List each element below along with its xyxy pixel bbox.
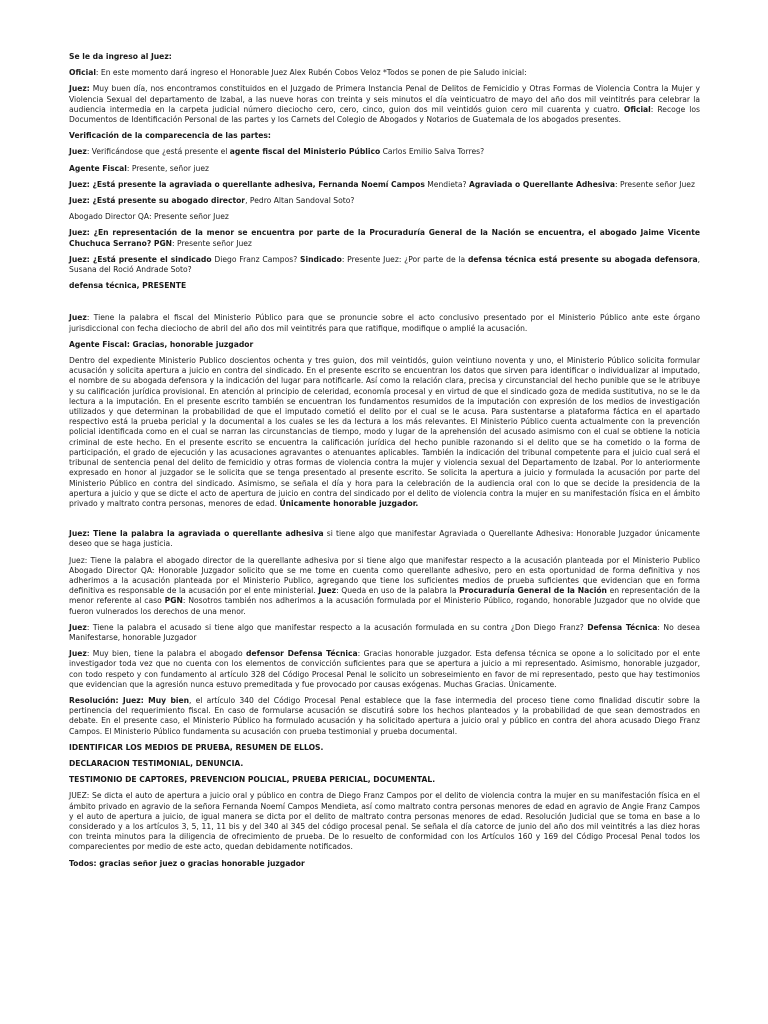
bold-text: Oficial xyxy=(69,68,96,78)
paragraph-p19 xyxy=(69,649,700,690)
text: : Gracias honorable juzgador. Esta defensa técnica se opone a lo solicitado por el ente investigador toda vez que no cuenta con los elementos de convicción suficientes para que se apertura a juicio a mi representado. Asimismo, honorable juzgador, con todo respeto y con fundamento al artículo 328 del Código Procesal Penal le solicito un sobreseimiento en favor de mi representado, pesto que hay testimonios que evidencian que la agresión nunca estuvo premeditada y fue provocado por causas exógenas. Muchas Gracias. Únicamente. xyxy=(69,649,700,689)
text: Muy buen día, nos encontramos constituidos en el Juzgado de Primera Instancia Penal de Delitos de Femicidio y Otras Formas de Violencia Contra la Mujer y Violencia Sexual del departamento de Izabal, a las nueve horas con treinta y seis minutos el día veinticuatro de mayo del año dos mil veintitrés para celebrar la audiencia intermedia en la carpeta judicial número dieciocho cero, cero, cinco, guion dos mil veintidós guion cero mil cuarenta y cuatro. xyxy=(69,84,700,114)
bold-text: Oficial xyxy=(623,104,651,114)
bold-text: Agente Fiscal: Gracias, honorable juzgador xyxy=(69,339,254,349)
text: , Pedro Altan Sandoval Soto? xyxy=(245,196,355,206)
bold-text: Todos: gracias señor juez o gracias honorable juzgador xyxy=(69,858,305,868)
text: : Nosotros también nos adherimos a la acusación formulada por el Ministerio Público, rogando, honorable Juzgador que no olvide que fueron vulnerados los derechos de una menor. xyxy=(69,596,700,616)
text: : Presente señor Juez xyxy=(615,179,695,189)
text: , el artículo 340 del Código Procesal Penal establece que la fase intermedia del proceso tiene como finalidad discutir sobre la pertinencia del requerimiento fiscal. En caso de formularse acusación se discutirá sobre los hechos planteados y la probabilidad de que sean demostrados en debate. En el presente caso, el Ministerio Público ha formulado acusación y ha solicitado apertura a juicio oral y público en contra del ahora acusado Diego Franz Campos. El Ministerio Público fundamenta su acusación con prueba testimonial y prueba documental. xyxy=(69,695,700,736)
paragraph-p20 xyxy=(69,696,700,737)
paragraph-p4 xyxy=(69,131,700,141)
bold-text: Juez xyxy=(69,313,87,323)
bold-text: Defensa Técnica xyxy=(587,622,658,632)
bold-text: Agente Fiscal xyxy=(69,163,127,173)
text: , Susana del Roció Andrade Soto? xyxy=(69,254,700,275)
text: : Tiene la palabra el acusado si tiene algo que manifestar respecto a la acusación formulada en su contra ¿Don Diego Franz? xyxy=(86,622,588,632)
bold-text: Juez: Tiene la palabra la agraviada o querellante adhesiva xyxy=(69,529,324,539)
text: Dentro del expediente Ministerio Publico doscientos ochenta y tres guion, dos mil veintidós, guion veintiuno noventa y uno, el Ministerio Público solicita formular acusación y solicita apertura a juicio en contra del sindicado. En el presente escrito se encuentran los datos que sirven para identificar o individualizar al imputado, el nombre de su abogada defensora y la indicación del lugar para notificarle. Así como la relación clara, precisa y circunstancial del hecho punible que se le atribuye y su calificación jurídica provisional. En atención al principio de celeridad, economía procesal y en virtud de que el sindicado goza de medida sustitutiva, no se le da lectura a la imputación. En el presente escrito también se encuentran los fundamentos resumidos de la imputación con expresión de los medios de investigación utilizados y que determinan la probabilidad de que el imputado cometió el delito por el cual se le acusa. Para sustentarse a plataforma fáctica en el apartado respectivo está la prueba pericial y la documental a los cuales se les da lectura a los más relevantes. El Ministerio Público cuenta actualmente con la prevención policial identificada como en el cual se narran las circunstancias de tiempo, modo y lugar de la aprehensión del acusado asimismo con el cual se obtiene la noticia criminal de este hecho. En el presente escrito se encuentra la calificación jurídica del hecho punible razonando si el delito que se ha cometido o la forma de participación, el grado de ejecución y las acusaciones agravantes o atenuantes aplicables. También la indicación del tribunal competente para el juicio cual será el tribunal de sentencia penal del delito de femicidio y otras formas de violencia contra la mujer y violencia sexual del Departamento de Izabal. Por lo anteriormente expresado en honor al juzgador se le solicita que se tenga presentado al presente escrito. Se solicita la apertura a juicio y formulada la acusación por parte del Ministerio Público en contra del sindicado. Asimismo, se señala el día y hora para la celebración de la audiencia oral con lo que se decide la presidencia de la apertura a juicio y que se dicte el acto de apertura de juicio en contra del sindicado por el delito de violencia contra la mujer en su manifestación física en el ámbito privado y maltrato contra personas, menores de edad. xyxy=(69,356,700,508)
paragraph-p25 xyxy=(69,859,700,869)
bold-text: Únicamente honorable juzgador. xyxy=(279,498,419,508)
paragraph-p12 xyxy=(69,281,700,291)
text: : Recoge los Documentos de Identificación Personal de las partes y los Carnets del Colegio de Abogados y Notarios de Guatemala de los abogados presentes. xyxy=(69,104,700,125)
bold-text: Juez xyxy=(69,649,87,659)
document-body xyxy=(69,52,700,869)
text: JUEZ: Se dicta el auto de apertura a juicio oral y público en contra de Diego Franz Campos por el delito de violencia contra la mujer en su manifestación física en el ámbito privado en agravio de la señora Fernanda Noemí Campos Mendieta, así como maltrato contra personas menores de edad en agravio de Angie Franz Campos y el auto de apertura a juicio, de igual manera se dicta por el delito de maltrato contra personas menores de edad. Resolución Judicial que se toma en base a lo considerado y a los artículos 3, 5, 11, 11 bis y del 340 al 345 del código procesal penal. Se señala el día catorce de junio del año dos mil veintitrés a las diez horas con treinta minutos para la diligencia de ofrecimiento de prueba. De lo resuelto de conformidad con los Artículos 160 y 169 del Código Procesal Penal todos los comparecientes por medio de este acto, quedan debidamente notificados. xyxy=(69,791,700,852)
paragraph-p8 xyxy=(69,196,700,206)
paragraph-p16 xyxy=(69,529,700,549)
text: : Queda en uso de la palabra la xyxy=(336,586,460,596)
paragraph-p7 xyxy=(69,180,700,190)
bold-text: Juez: xyxy=(69,84,90,94)
text: Carlos Emilio Salva Torres? xyxy=(380,147,485,157)
paragraph-p21 xyxy=(69,743,700,753)
paragraph-p13 xyxy=(69,313,700,333)
paragraph-p10 xyxy=(69,228,700,248)
paragraph-p22 xyxy=(69,759,700,769)
text: en representación de la menor referente al caso xyxy=(69,586,700,606)
paragraph-p23 xyxy=(69,775,700,785)
paragraph-p15 xyxy=(69,356,700,509)
text: Mendieta? xyxy=(424,179,469,189)
bold-text: defensa técnica está presente su abogada defensora xyxy=(467,254,698,264)
paragraph-p14 xyxy=(69,340,700,350)
text: : Muy bien, tiene la palabra el abogado xyxy=(86,649,246,659)
bold-text: PGN xyxy=(164,596,183,606)
text: si tiene algo que manifestar Agraviada o Querellante Adhesiva: Honorable Juzgador únicamente deseo que se haga justicia. xyxy=(69,529,700,549)
bold-text: Se le da ingreso al Juez: xyxy=(69,52,172,61)
bold-text: Agraviada o Querellante Adhesiva xyxy=(468,179,616,189)
bold-text: defensor Defensa Técnica xyxy=(246,649,358,659)
paragraph-p11 xyxy=(69,255,700,275)
paragraph-p6 xyxy=(69,164,700,174)
bold-text: agente fiscal del Ministerio Público xyxy=(229,147,381,157)
bold-text: Juez xyxy=(318,586,337,596)
bold-text: IDENTIFICAR LOS MEDIOS DE PRUEBA, RESUMEN DE ELLOS. xyxy=(69,742,324,752)
paragraph-p5 xyxy=(69,147,700,157)
bold-text: defensa técnica, PRESENTE xyxy=(69,281,187,291)
bold-text: Sindicado xyxy=(300,254,342,264)
text: Diego Franz Campos? xyxy=(211,254,301,264)
bold-text: Juez: ¿Está presente su abogado director xyxy=(69,196,246,206)
bold-text: DECLARACION TESTIMONIAL, DENUNCIA. xyxy=(69,758,244,768)
text: : Presente, señor juez xyxy=(126,163,210,173)
text: : Presente Juez: ¿Por parte de la xyxy=(341,254,468,264)
bold-text: Juez: ¿Está presente la agraviada o querellante adhesiva, Fernanda Noemí Campos xyxy=(69,179,425,189)
bold-text: Procuraduría General de la Nación xyxy=(459,586,607,596)
paragraph-p24 xyxy=(69,791,700,852)
bold-text: Juez: ¿Está presente el sindicado xyxy=(69,254,212,264)
bold-text: Juez: ¿En representación de la menor se encuentra por parte de la Procuraduría General de la Nación se encuentra, el abogado Jaime Vicente Chuchuca Serrano? PGN xyxy=(69,228,700,248)
bold-text: Resolución: Juez: Muy bien xyxy=(69,695,190,705)
bold-text: Verificación de la comparecencia de las partes: xyxy=(69,131,271,141)
text: : En este momento dará ingreso el Honorable Juez Alex Rubén Cobos Veloz *Todos se ponen de pie Saludo inicial: xyxy=(95,68,527,78)
bold-text: Juez xyxy=(69,622,87,632)
text: : Presente señor Juez xyxy=(172,238,252,248)
paragraph-p9 xyxy=(69,212,700,222)
paragraph-p18 xyxy=(69,623,700,643)
text: : No desea Manifestarse, honorable Juzgador xyxy=(69,622,700,642)
paragraph-p1 xyxy=(69,52,700,62)
paragraph-p3 xyxy=(69,84,700,125)
text: : Tiene la palabra el fiscal del Ministerio Público para que se pronuncie sobre el acto conclusivo presentado por el Ministerio Público ante este órgano jurisdiccional con fecha dieciocho de abril del año dos mil veintitrés para que ratifique, modifique o amplié la acusación. xyxy=(69,313,700,333)
text: Abogado Director QA: Presente señor Juez xyxy=(69,212,229,222)
paragraph-p2 xyxy=(69,68,700,78)
bold-text: Juez xyxy=(69,147,87,157)
paragraph-p17 xyxy=(69,556,700,617)
text: Juez: Tiene la palabra el abogado director de la querellante adhesiva por si tiene algo que manifestar respecto a la acusación planteada por el Ministerio Publico Abogado Director QA: Honorable Juzgador solicito que se me tome en cuenta como querellante adhesivo, pero en esta oportunidad de forma definitiva y nos adherimos a la acusación planteada por el Ministerio Publico, agregando que tiene los suficientes medios de prueba suficientes que evidencian que en forma definitiva es responsable de la acusación por el ente ministerial. xyxy=(69,555,700,596)
bold-text: TESTIMONIO DE CAPTORES, PREVENCION POLICIAL, PRUEBA PERICIAL, DOCUMENTAL. xyxy=(69,775,436,785)
text: : Verificándose que ¿está presente el xyxy=(86,147,230,157)
